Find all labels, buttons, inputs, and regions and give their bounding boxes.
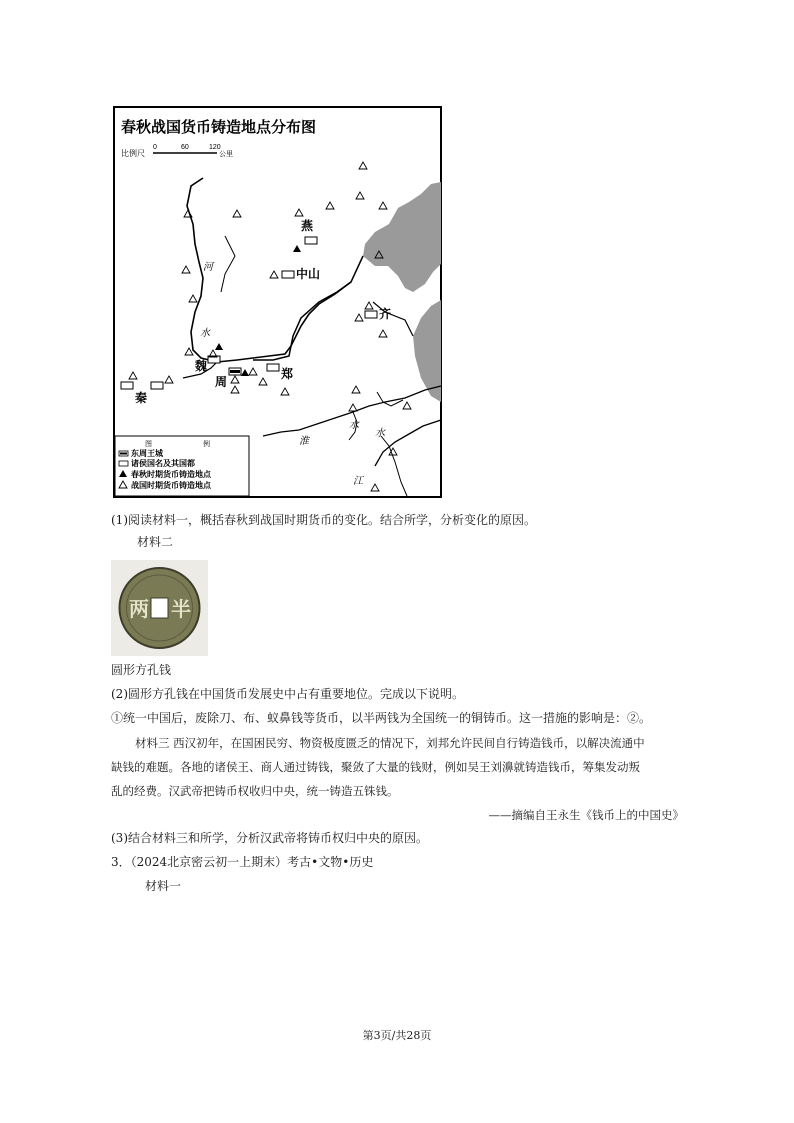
question-3: (3)结合材料三和所学，分析汉武帝将铸币权归中央的原因。 xyxy=(111,831,429,845)
state-zhongshan: 中山 xyxy=(296,267,321,281)
river-label-he: 河 xyxy=(203,262,213,273)
legend-symbol-royal-city-mark xyxy=(120,453,127,455)
state-qin: 秦 xyxy=(135,391,148,405)
capital-qi xyxy=(365,311,377,318)
scale-label: 比例尺 xyxy=(121,149,145,158)
river-label-shui-3: 水 xyxy=(375,428,385,439)
state-zhou: 周 xyxy=(215,375,228,389)
banliang-coin-image xyxy=(111,560,208,656)
map-title: 春秋战国货币铸造地点分布图 xyxy=(121,119,317,136)
material-2-label: 材料二 xyxy=(137,535,174,549)
river-label-huai: 淮 xyxy=(299,436,309,447)
capital-zhou-mark xyxy=(230,370,240,373)
capital-yan xyxy=(305,237,317,244)
state-yan: 燕 xyxy=(301,219,314,233)
scale-tick-0: 0 xyxy=(153,144,157,151)
capital-zheng xyxy=(267,364,279,371)
legend-item-royal-city: 东周王城 xyxy=(131,449,163,458)
legend-title-1: 图 xyxy=(145,440,152,448)
question-2: (2)圆形方孔钱在中国货币发展史中占有重要地位。完成以下说明。 xyxy=(111,687,465,701)
scale-tick-120: 120 xyxy=(209,144,221,151)
legend-item-sa-mint: 春秋时期货币铸造地点 xyxy=(131,470,211,479)
map-canvas xyxy=(113,106,442,498)
coin-minting-map xyxy=(113,106,442,498)
state-qi: 齐 xyxy=(379,307,392,321)
question-1: (1)阅读材料一，概括春秋到战国时期货币的变化。结合所学，分析变化的原因。 xyxy=(111,513,537,527)
material-3-source: ——摘编自王永生《钱币上的中国史》 xyxy=(488,808,684,822)
legend-title-2: 例 xyxy=(203,440,210,448)
material-3-line-3: 乱的经费。汉武帝把铸币权收归中央，统一铸造五铢钱。 xyxy=(111,784,399,798)
material-1-label: 材料一 xyxy=(145,879,182,893)
coin-caption: 圆形方孔钱 xyxy=(111,663,172,677)
material-3-line-1: 材料三 西汉初年，在国困民穷、物资极度匮乏的情况下，刘邦允许民间自行铸造钱币，以解决流通中 xyxy=(135,736,645,750)
statement-1: ①统一中国后，废除刀、布、蚁鼻钱等货币，以半两钱为全国统一的铜铸币。这一措施的影响是：②。 xyxy=(111,711,652,725)
capital-zhongshan xyxy=(282,271,294,278)
coin-square-hole xyxy=(151,598,168,618)
legend-symbol-capital xyxy=(119,461,128,466)
capital-qin xyxy=(151,382,163,389)
river-label-jiang: 江 xyxy=(353,476,363,487)
legend-item-capital: 诸侯国名及其国都 xyxy=(131,459,195,468)
river-label-shui-1: 水 xyxy=(200,328,210,339)
state-zheng: 郑 xyxy=(281,367,294,381)
scale-tick-60: 60 xyxy=(181,144,189,151)
page-footer: 第3页/共28页 xyxy=(362,1029,432,1042)
problem-3-header: 3．（2024北京密云初一上期末）考古•文物•历史 xyxy=(111,855,374,869)
river-label-shui-2: 水 xyxy=(349,420,359,431)
coin-char-liang: 两 xyxy=(129,597,149,621)
scale-unit: 公里 xyxy=(219,151,233,158)
legend-item-ws-mint: 战国时期货币铸造地点 xyxy=(131,481,211,490)
capital-qin-old xyxy=(121,382,133,389)
state-wei: 魏 xyxy=(195,359,208,373)
material-3-line-2: 缺钱的难题。各地的诸侯王、商人通过铸钱，聚敛了大量的钱财，例如吴王刘濞就铸造钱币，筹集发动叛 xyxy=(111,760,640,774)
coin-drawing xyxy=(111,560,208,656)
coin-char-ban: 半 xyxy=(171,597,191,621)
